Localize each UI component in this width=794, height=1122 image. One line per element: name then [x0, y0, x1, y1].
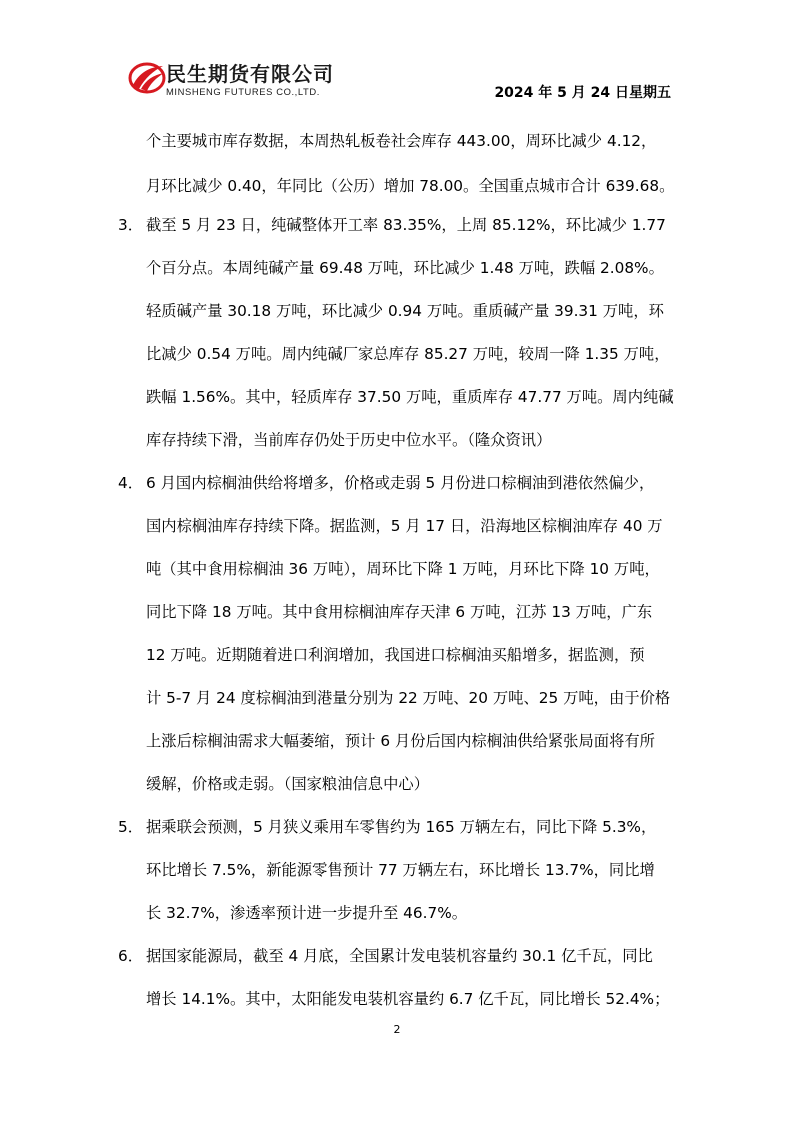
paragraph-line: 国内棕榈油库存持续下降。据监测，5 月 17 日，沿海地区棕榈油库存 40 万	[146, 517, 663, 535]
paragraph-line: 环比增长 7.5%，新能源零售预计 77 万辆左右，环比增长 13.7%，同比增	[146, 861, 655, 879]
paragraph-line: 轻质碱产量 30.18 万吨，环比减少 0.94 万吨。重质碱产量 39.31 万吨，环	[146, 302, 664, 320]
paragraph-line: 吨（其中食用棕榈油 36 万吨），周环比下降 1 万吨，月环比下降 10 万吨，	[146, 560, 660, 578]
paragraph-line: 长 32.7%，渗透率预计进一步提升至 46.7%。	[146, 904, 468, 922]
company-name-cn: 民生期货有限公司	[166, 62, 334, 86]
paragraph-line: 据乘联会预测，5 月狭义乘用车零售约为 165 万辆左右，同比下降 5.3%，	[146, 818, 657, 836]
paragraph-line: 同比下降 18 万吨。其中食用棕榈油库存天津 6 万吨，江苏 13 万吨，广东	[146, 603, 653, 621]
paragraph-line: 12 万吨。近期随着进口利润增加，我国进口棕榈油买船增多，据监测，预	[146, 646, 645, 664]
paragraph-line: 比减少 0.54 万吨。周内纯碱厂家总库存 85.27 万吨，较周一降 1.35 万吨，	[146, 345, 670, 363]
paragraph-line: 6 月国内棕榈油供给将增多，价格或走弱 5 月份进口棕榈油到港依然偏少，	[146, 474, 655, 492]
paragraph-line: 个百分点。本周纯碱产量 69.48 万吨，环比减少 1.48 万吨，跌幅 2.08%。	[146, 259, 664, 277]
paragraph-line: 缓解，价格或走弱。（国家粮油信息中心）	[146, 775, 429, 793]
item-number: 4．	[118, 474, 144, 492]
page-header	[0, 0, 794, 110]
item-number: 6．	[118, 947, 144, 965]
paragraph-line: 库存持续下滑，当前库存仍处于历史中位水平。（隆众资讯）	[146, 431, 552, 449]
minsheng-logo-icon	[127, 58, 167, 98]
paragraph-line: 跌幅 1.56%。其中，轻质库存 37.50 万吨，重质库存 47.77 万吨。周内纯碱	[146, 388, 674, 406]
page-number: 2	[393, 1023, 401, 1036]
paragraph-line: 月环比减少 0.40，年同比（公历）增加 78.00。全国重点城市合计 639.68。	[146, 177, 675, 195]
paragraph-line: 上涨后棕榈油需求大幅萎缩，预计 6 月份后国内棕榈油供给紧张局面将有所	[146, 732, 655, 750]
paragraph-line: 计 5-7 月 24 度棕榈油到港量分别为 22 万吨、20 万吨、25 万吨，由于价格	[146, 689, 671, 707]
item-number: 5．	[118, 818, 144, 836]
paragraph-line: 个主要城市库存数据，本周热轧板卷社会库存 443.00，周环比减少 4.12，	[146, 132, 657, 150]
paragraph-line: 增长 14.1%。其中，太阳能发电装机容量约 6.7 亿千瓦，同比增长 52.4%；	[146, 990, 670, 1008]
company-name-en: MINSHENG FUTURES CO.,LTD.	[166, 86, 320, 97]
paragraph-line: 据国家能源局，截至 4 月底，全国累计发电装机容量约 30.1 亿千瓦，同比	[146, 947, 653, 965]
company-logo	[127, 58, 359, 100]
paragraph-line: 截至 5 月 23 日，纯碱整体开工率 83.35%，上周 85.12%，环比减少 1.77	[146, 216, 666, 234]
report-date: 2024 年 5 月 24 日星期五	[494, 85, 671, 101]
item-number: 3．	[118, 216, 144, 234]
